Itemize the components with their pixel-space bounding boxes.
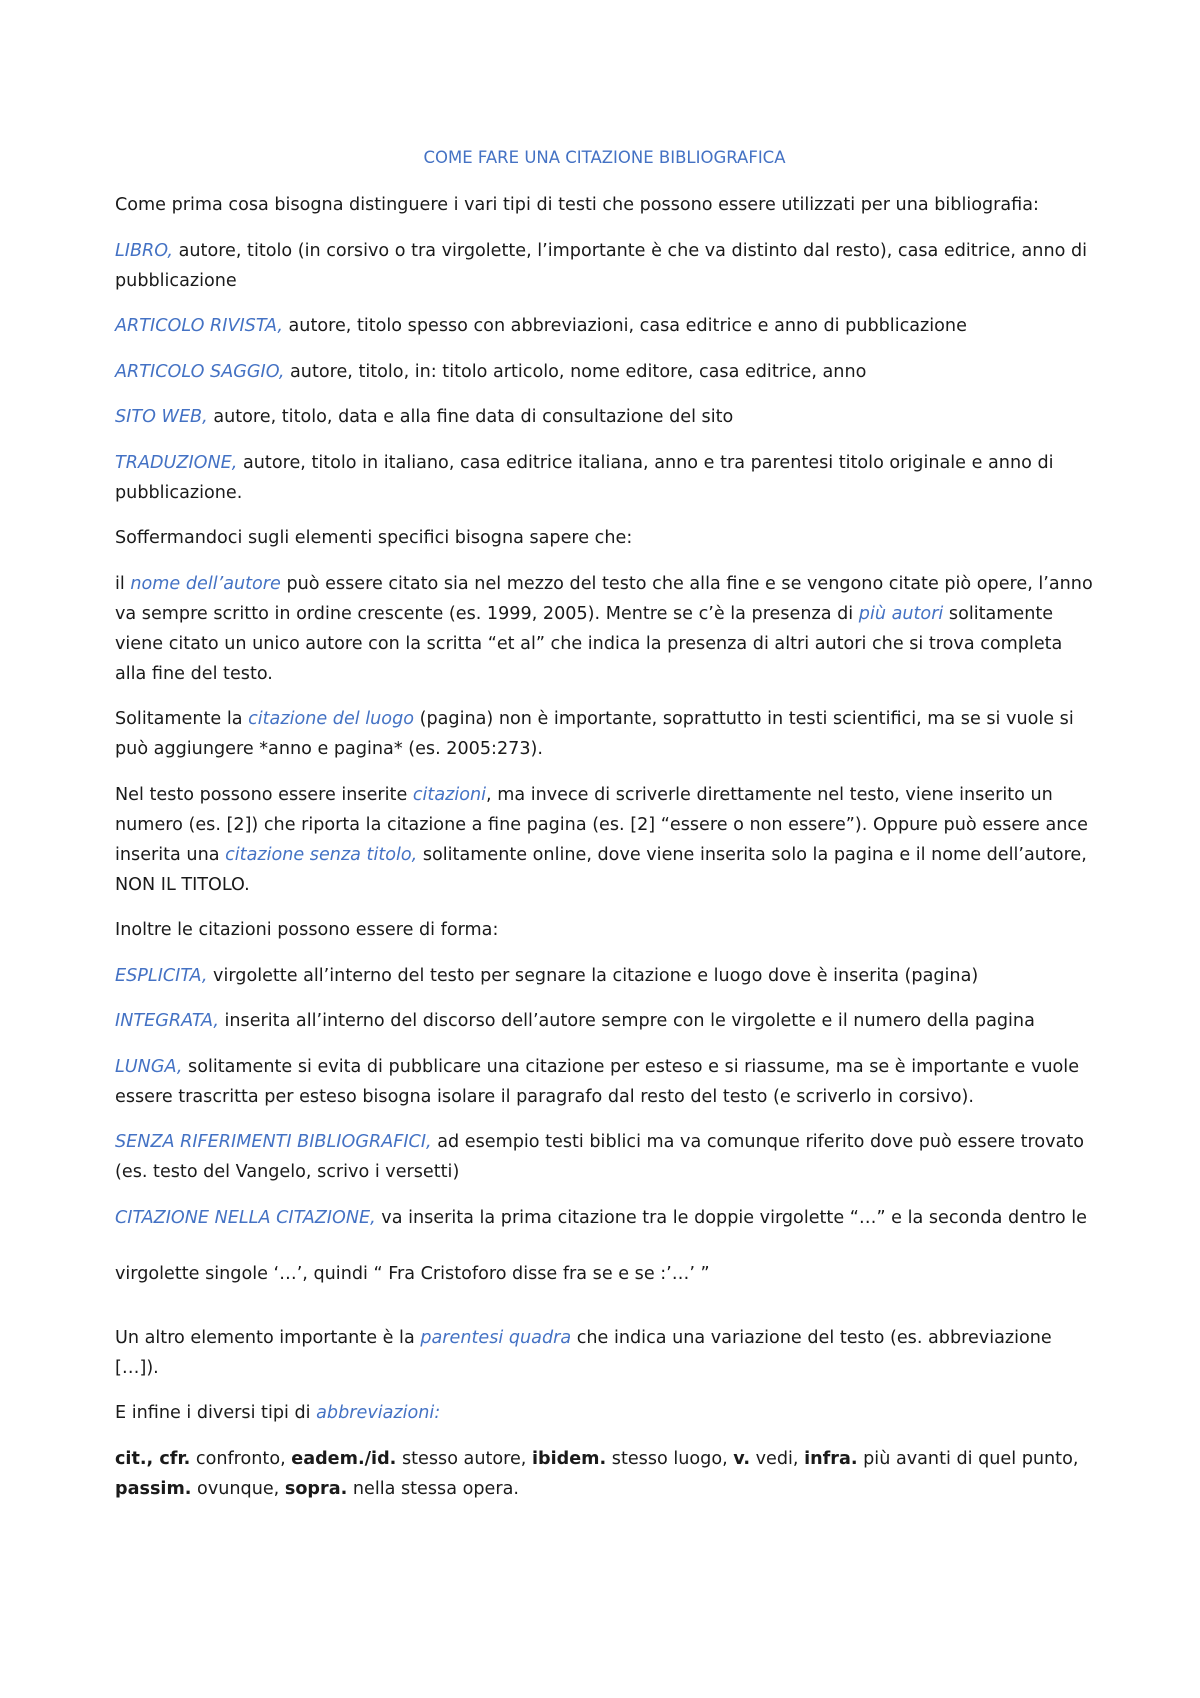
form-text: solitamente si evita di pubblicare una citazione per esteso e si riassume, ma se è importante e vuole essere trascritta per esteso bisogna isolare il paragrafo dal resto del testo (e scriverlo in corsivo). [115, 1056, 1080, 1107]
abbreviation-meaning: più avanti di quel punto, [857, 1448, 1079, 1469]
form-senza-riferimenti [115, 1127, 1094, 1187]
quotes-paragraph [115, 780, 1094, 900]
text-run: può essere citato sia nel mezzo del testo che alla fine e se vengono citate piò opere, l’anno va sempre scritto in ordine crescente (es. 1999, 2005). Mentre se c’è la presenza di [115, 573, 1093, 624]
abbreviation-meaning: stesso luogo, [606, 1448, 734, 1469]
abbreviation-meaning: stesso autore, [396, 1448, 532, 1469]
highlight-term: nome dell’autore [130, 573, 281, 594]
abbreviation-meaning: vedi, [750, 1448, 805, 1469]
form-label: SENZA RIFERIMENTI BIBLIOGRAFICI, [115, 1132, 432, 1152]
highlight-term: più autori [858, 603, 944, 624]
text-run: che indica una variazione del testo (es. abbreviazione […]). [115, 1327, 1052, 1378]
abbreviation-meaning: nella stessa opera. [347, 1478, 519, 1499]
form-text: inserita all’interno del discorso dell’autore sempre con le virgolette e il numero della pagina [218, 1011, 1035, 1031]
page-title: COME FARE UNA CITAZIONE BIBLIOGRAFICA [423, 148, 786, 167]
abbreviations-intro [115, 1398, 1094, 1428]
text-run: Nel testo possono essere inserite [115, 784, 413, 805]
type-libro [115, 236, 1094, 296]
form-lunga [115, 1052, 1094, 1112]
text-run: , ma invece di scriverle direttamente nel testo, viene inserito un numero (es. [2]) che riporta la citazione a fine pagina (es. [2] “essere o non essere”). Oppure può essere ance inserita una [115, 784, 1088, 865]
intro-paragraph: Come prima cosa bisogna distinguere i vari tipi di testi che possono essere utilizzati per una bibliografia: [115, 195, 1039, 215]
type-text: autore, titolo, data e alla fine data di consultazione del sito [207, 407, 734, 427]
type-label: ARTICOLO SAGGIO, [115, 361, 285, 382]
form-label: LUNGA, [115, 1056, 183, 1077]
type-label: ARTICOLO RIVISTA, [115, 316, 283, 336]
text-run: il [115, 573, 131, 594]
type-articolo-rivista [115, 311, 1094, 341]
highlight-term: abbreviazioni: [316, 1403, 441, 1423]
abbreviation-term: infra. [804, 1448, 858, 1469]
abbreviation-meaning: ovunque, [191, 1478, 285, 1499]
abbreviation-term: sopra. [284, 1478, 348, 1499]
highlight-term: parentesi quadra [420, 1327, 572, 1348]
abbreviation-term: passim. [115, 1478, 192, 1499]
form-label: INTEGRATA, [115, 1011, 219, 1031]
type-text: autore, titolo (in corsivo o tra virgolette, l’importante è che va distinto dal resto), casa editrice, anno di pubblicazione [115, 240, 1088, 291]
nested-quote-continuation: virgolette singole ‘…’, quindi “ Fra Cristoforo disse fra se e se :’…’ ” [115, 1263, 710, 1284]
highlight-term: citazioni [412, 784, 487, 805]
text-run: Un altro elemento importante è la [115, 1327, 421, 1348]
type-label: TRADUZIONE, [115, 452, 238, 473]
abbreviations-list [115, 1444, 1094, 1504]
author-paragraph [115, 569, 1094, 689]
form-text: virgolette all’interno del testo per segnare la citazione e luogo dove è inserita (pagina) [207, 965, 979, 986]
highlight-term: citazione senza titolo, [225, 844, 418, 865]
form-esplicita [115, 961, 1094, 991]
form-text: ad esempio testi biblici ma va comunque riferito dove può essere trovato (es. testo del Vangelo, scrivo i versetti) [115, 1132, 1085, 1182]
form-text: va inserita la prima citazione tra le doppie virgolette “…” e la seconda dentro le [375, 1207, 1087, 1228]
abbreviation-term: cit., cfr. [115, 1448, 191, 1469]
abbreviation-term: eadem./id. [291, 1448, 397, 1469]
forms-intro: Inoltre le citazioni possono essere di forma: [115, 920, 499, 940]
type-traduzione [115, 448, 1094, 508]
text-run: solitamente viene citato un unico autore con la scritta “et al” che indica la presenza di altri autori che si trova completa alla fine del testo. [115, 603, 1063, 684]
abbreviation-term: v. [733, 1448, 751, 1469]
bracket-paragraph [115, 1323, 1094, 1383]
type-articolo-saggio [115, 357, 1094, 387]
type-sito-web [115, 402, 1094, 432]
type-text: autore, titolo spesso con abbreviazioni, casa editrice e anno di pubblicazione [282, 316, 967, 336]
text-run: (pagina) non è importante, soprattutto in testi scientifici, ma se si vuole si può aggiungere *anno e pagina* (es. 2005:273). [115, 709, 1074, 759]
form-label: CITAZIONE NELLA CITAZIONE, [115, 1207, 376, 1228]
form-citazione-nella-citazione [115, 1203, 1094, 1233]
highlight-term: citazione del luogo [248, 709, 414, 729]
type-text: autore, titolo in italiano, casa editrice italiana, anno e tra parentesi titolo originale e anno di pubblicazione. [115, 452, 1054, 503]
type-label: LIBRO, [115, 240, 174, 261]
form-integrata [115, 1006, 1094, 1036]
type-text: autore, titolo, in: titolo articolo, nome editore, casa editrice, anno [284, 361, 867, 382]
abbreviation-term: ibidem. [532, 1448, 607, 1469]
type-label: SITO WEB, [115, 407, 208, 427]
form-label: ESPLICITA, [115, 965, 208, 986]
abbreviation-meaning: confronto, [190, 1448, 292, 1469]
text-run: Solitamente la [115, 709, 249, 729]
place-paragraph [115, 704, 1094, 764]
text-run: solitamente online, dove viene inserita solo la pagina e il nome dell’autore, NON IL TITOLO. [115, 844, 1087, 895]
text-run: E infine i diversi tipi di [115, 1403, 317, 1423]
elements-intro: Soffermandoci sugli elementi specifici bisogna sapere che: [115, 528, 633, 548]
